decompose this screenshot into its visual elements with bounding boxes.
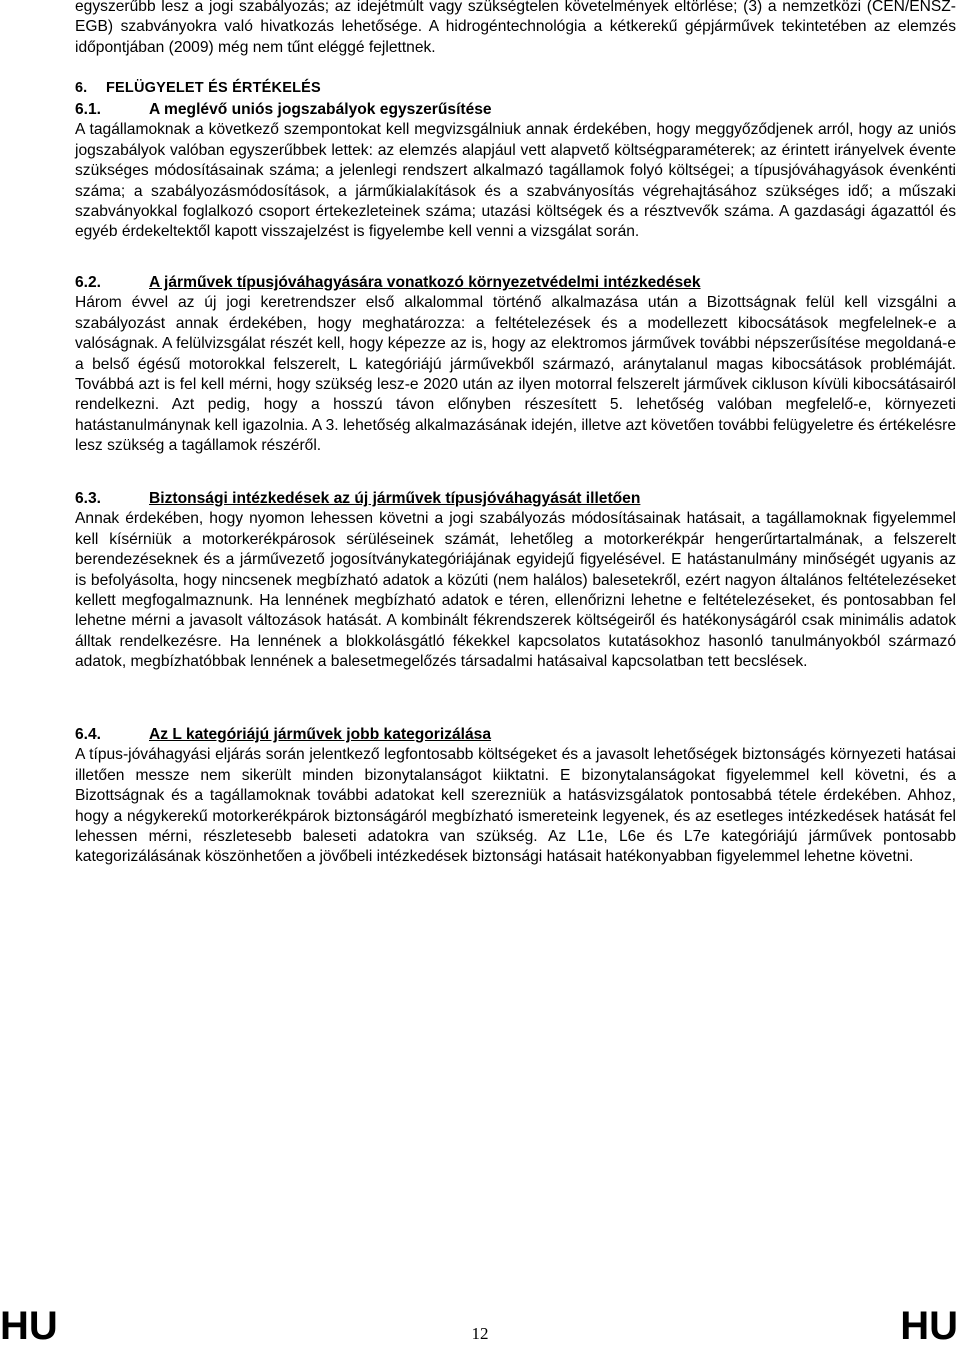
subsection-6-1 xyxy=(75,100,956,243)
section-number: 6. xyxy=(75,80,88,96)
subsection-number: 6.2. xyxy=(75,274,102,291)
subsection-body: Annak érdekében, hogy nyomon lehessen követni a jogi szabályozás módosításainak hatásait, a tagállamoknak figyelemmel kell kísérniük a motorkerékpárosok sérüléseinek számát, lehetőleg a motorkerékpár hengerűrtartalmának, a felszerelt berendezéseknek és a járművezető jogosítványkategóriájának egyidejű figyelésével. E hatástanulmány minőségét ugyanis az is befolyásolta, hogy nincsenek megbízható adatok a közúti (nem halálos) balesetekről, ezért nagyon általános feltételezéseket kellett megfogalmaznunk. Ha lennének megbízható adatok e téren, ellenőrizni lehetne e feltételezéseket, és pontosabban fel lehetne mérni a javasolt változások hatását. A kombinált fékrendszerek költségeiről és hatékonyságáról csak minimális adatok álltak rendelkezésre. Ha lennének a blokkolásgátló fékekkel kapcsolatos kutatásokhoz hasonló tanulmányokból származó adatok, megbízhatóbbak lennének a balesetmegelőzés társadalmi hatásaival kapcsolatban tett becslések. xyxy=(75,510,956,671)
subsection-title: Az L kategóriájú járművek jobb kategorizálása xyxy=(149,726,492,743)
subsection-6-2 xyxy=(75,273,956,457)
subsection-6-3 xyxy=(75,489,956,673)
subsection-heading xyxy=(75,273,956,293)
language-code-right: HU xyxy=(900,1304,958,1348)
subsection-number: 6.3. xyxy=(75,490,102,507)
subsection-body: Három évvel az új jogi keretrendszer első alkalommal történő alkalmazása után a Bizottságnak felül kell vizsgálni a szabályozást annak érdekében, hogy meghatározza: a feltételezések és a modellezett kibocsátások megfelelnek-e a valóságnak. A felülvizsgálat részét kell, hogy képezze az is, hogy az elektromos járművek további népszerűsítése megoldaná-e a belső égésű motorokkal felszerelt, L kategóriájú járművekből származó, aránytalanul magas kibocsátások problémáját. Továbbá azt is fel kell mérni, hogy szükség lesz-e 2020 után az ilyen motorral felszerelt járművek cikluson kívüli kibocsátásairól rendelkezni. Azt pedig, hogy a hosszú távon előnyben részesített 5. lehetőség valóban megfelelő-e, környezeti hatástanulmánynak kell igazolnia. A 3. lehetőség alkalmazásának idején, illetve azt követően további felügyeletre és értékelésre lesz szükség a tagállamok részéről. xyxy=(75,294,956,455)
subsection-number: 6.4. xyxy=(75,726,102,743)
section-heading xyxy=(75,80,321,96)
subsection-number: 6.1. xyxy=(75,101,102,118)
language-code-left: HU xyxy=(0,1304,58,1348)
subsection-6-4 xyxy=(75,725,956,868)
subsection-body: A típus-jóváhagyási eljárás során jelentkező legfontosabb költségeket és a javasolt lehetőségek biztonságés környezeti hatásai illetően messze nem sikerült minden bizonytalanságot kiiktatni. E bizonytalanságokat figyelemmel kell követni, és a Bizottságnak és a tagállamoknak további adatokat kell szerezniük a hatásvizsgálatok pontosabbá tétele érdekében. Ahhoz, hogy a négykerekű motorkerékpárok biztonságáról megbízható ismereteink legyenek, és az esetleges intézkedések hatását fel lehessen mérni, részletesebb baleseti adatokra van szükség. Az L1e, L6e és L7e kategóriájú járművek pontosabb kategorizálásának köszönhetően a jövőbeli intézkedések biztonsági hatásait hatékonyabban figyelemmel lehetne követni. xyxy=(75,746,956,866)
subsection-heading xyxy=(75,489,956,509)
subsection-title: A meglévő uniós jogszabályok egyszerűsítése xyxy=(149,101,492,118)
page-number: 12 xyxy=(471,1324,489,1343)
subsection-title: A járművek típusjóváhagyására vonatkozó környezetvédelmi intézkedések xyxy=(149,274,701,291)
section-title: FELÜGYELET ÉS ÉRTÉKELÉS xyxy=(106,80,321,96)
page-footer xyxy=(0,1306,960,1346)
subsection-heading xyxy=(75,725,956,745)
continuation-paragraph: egyszerűbb lesz a jogi szabályozás; az idejétmúlt vagy szükségtelen követelmények eltörlése; (3) a nemzetközi (CEN/ENSZ-EGB) szabványokra való hivatkozás lehetősége. A hidrogéntechnológia a kétkerekű gépjárművek tekintetében az elemzés időpontjában (2009) még nem tűnt eléggé fejlettnek. xyxy=(75,0,956,56)
subsection-title: Biztonsági intézkedések az új járművek típusjóváhagyását illetően xyxy=(149,490,641,507)
subsection-heading xyxy=(75,100,956,120)
subsection-body: A tagállamoknak a következő szempontokat kell megvizsgálniuk annak érdekében, hogy meggyőződjenek arról, hogy az uniós jogszabályok valóban egyszerűbbek lettek: az elemzés alapjául vett alapvető költségparaméterek; az érintett irányelvek évente szükséges módosításainak száma; a jelenlegi rendszert alkalmazó tagállamok folyó költségei; a típusjóváhagyások évenkénti száma; a szabályozásmódosítások, a járműkialakítások és a szabványosítás végrehajtásához szükséges idő; a műszaki szabványokkal foglalkozó csoport értekezleteinek száma; utazási költségek és a résztvevők száma. A gazdasági ágazattól és egyéb érdekeltektől kapott visszajelzést is figyelembe kell venni a vizsgálat során. xyxy=(75,121,956,241)
